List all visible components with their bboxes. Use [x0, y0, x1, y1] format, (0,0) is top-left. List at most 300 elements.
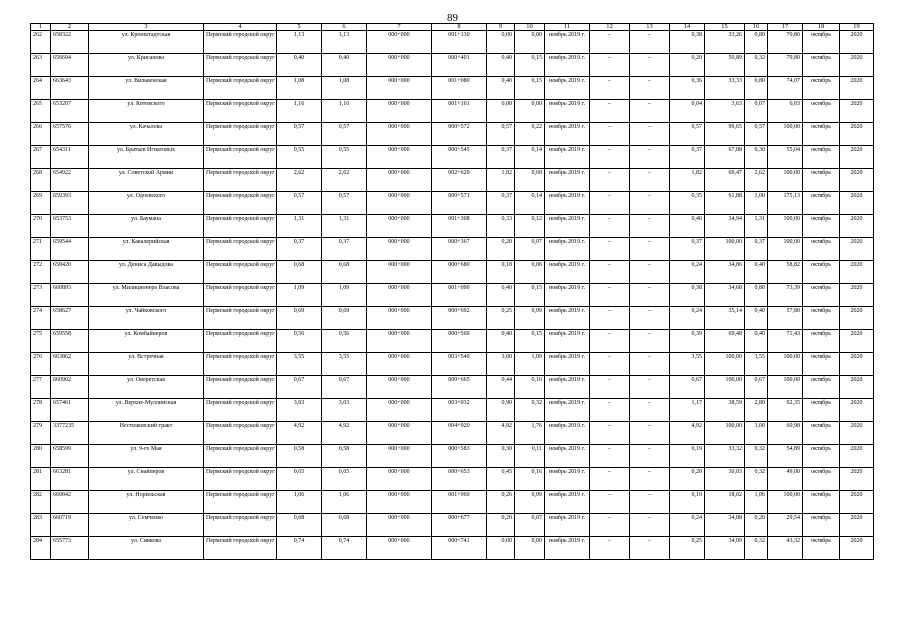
value-col-10-cell: 0,09: [515, 491, 545, 514]
column-header: 4: [204, 24, 277, 31]
value-col-14-cell: 0,37: [670, 146, 705, 169]
owner-cell: Пермский городской округ: [204, 330, 277, 353]
value-col-14-cell: 0,37: [670, 238, 705, 261]
dash-col-13-cell: –: [630, 514, 670, 537]
road-id-cell: 657576: [51, 123, 89, 146]
length-section-cell: 0,67: [322, 376, 367, 399]
value-col-9-cell: 0,40: [487, 54, 515, 77]
start-km-cell: 000+000: [367, 491, 432, 514]
length-total-cell: 0,68: [277, 261, 322, 284]
dash-col-12-cell: –: [590, 445, 630, 468]
road-id-cell: 660893: [51, 284, 89, 307]
road-name-cell: ул. Кавалерийская: [89, 238, 204, 261]
value-col-16-cell: 0,57: [745, 123, 768, 146]
owner-cell: Пермский городской округ: [204, 146, 277, 169]
column-header: 15: [705, 24, 745, 31]
table-row: [31, 146, 874, 169]
table-row: [31, 399, 874, 422]
value-col-10-cell: 0,00: [515, 100, 545, 123]
value-col-14-cell: 0,24: [670, 307, 705, 330]
end-km-cell: 000+571: [432, 192, 487, 215]
value-col-10-cell: 1,09: [515, 353, 545, 376]
year-col-19-cell: 2020: [840, 100, 874, 123]
value-col-10-cell: 0,11: [515, 445, 545, 468]
value-col-10-cell: 0,14: [515, 146, 545, 169]
end-km-cell: 001+060: [432, 491, 487, 514]
road-id-cell: 654922: [51, 169, 89, 192]
value-col-9-cell: 0,00: [487, 31, 515, 54]
end-km-cell: 001+090: [432, 284, 487, 307]
table-row: [31, 54, 874, 77]
table-body: [31, 31, 874, 560]
road-name-cell: ул. Встречная: [89, 353, 204, 376]
road-name-cell: ул. 9-го Мая: [89, 445, 204, 468]
value-col-14-cell: 0,38: [670, 284, 705, 307]
row-number-cell: 280: [31, 445, 51, 468]
length-section-cell: 0,57: [322, 192, 367, 215]
end-km-cell: 000+572: [432, 123, 487, 146]
start-km-cell: 000+000: [367, 100, 432, 123]
dash-col-12-cell: –: [590, 491, 630, 514]
length-section-cell: 0,55: [322, 146, 367, 169]
road-name-cell: ул. Чайковского: [89, 307, 204, 330]
dash-col-12-cell: –: [590, 514, 630, 537]
dash-col-12-cell: –: [590, 307, 630, 330]
value-col-9-cell: 0,00: [487, 100, 515, 123]
table-row: [31, 261, 874, 284]
road-id-cell: 653207: [51, 100, 89, 123]
value-col-14-cell: 0,36: [670, 77, 705, 100]
value-col-10-cell: 0,14: [515, 192, 545, 215]
length-section-cell: 0,68: [322, 261, 367, 284]
value-col-10-cell: 0,07: [515, 238, 545, 261]
dash-col-13-cell: –: [630, 100, 670, 123]
percent-col-17-cell: 6,03: [768, 100, 803, 123]
end-km-cell: 001+308: [432, 215, 487, 238]
road-id-cell: 659393: [51, 192, 89, 215]
length-total-cell: 0,74: [277, 537, 322, 560]
month-col-18-cell: октябрь: [803, 261, 840, 284]
length-section-cell: 3,03: [322, 399, 367, 422]
percent-col-17-cell: 74,07: [768, 77, 803, 100]
percent-col-15-cell: 34,94: [705, 215, 745, 238]
value-col-10-cell: 0,16: [515, 376, 545, 399]
value-col-10-cell: 0,07: [515, 514, 545, 537]
date-col-11-cell: ноябрь 2019 г.: [545, 284, 590, 307]
date-col-11-cell: ноябрь 2019 г.: [545, 399, 590, 422]
owner-cell: Пермский городской округ: [204, 445, 277, 468]
value-col-9-cell: 4,92: [487, 422, 515, 445]
road-name-cell: ул. Милиционера Власова: [89, 284, 204, 307]
road-id-cell: 663862: [51, 353, 89, 376]
percent-col-15-cell: 33,26: [705, 31, 745, 54]
percent-col-15-cell: 34,09: [705, 537, 745, 560]
value-col-14-cell: 0,38: [670, 31, 705, 54]
header-row: [31, 24, 874, 31]
percent-col-17-cell: 100,00: [768, 238, 803, 261]
road-id-cell: 658322: [51, 31, 89, 54]
percent-col-17-cell: 71,43: [768, 330, 803, 353]
value-col-16-cell: 0,40: [745, 307, 768, 330]
end-km-cell: 000+560: [432, 330, 487, 353]
road-name-cell: ул. Крисанова: [89, 54, 204, 77]
road-id-cell: 658627: [51, 307, 89, 330]
percent-col-15-cell: 34,88: [705, 514, 745, 537]
length-section-cell: 0,69: [322, 307, 367, 330]
length-section-cell: 1,09: [322, 284, 367, 307]
table-row: [31, 514, 874, 537]
dash-col-12-cell: –: [590, 353, 630, 376]
length-total-cell: 0,57: [277, 192, 322, 215]
value-col-9-cell: 0,90: [487, 399, 515, 422]
table-row: [31, 468, 874, 491]
percent-col-17-cell: 100,00: [768, 353, 803, 376]
table-row: [31, 491, 874, 514]
end-km-cell: 000+545: [432, 146, 487, 169]
length-total-cell: 1,16: [277, 100, 322, 123]
date-col-11-cell: ноябрь 2019 г.: [545, 353, 590, 376]
month-col-18-cell: октябрь: [803, 330, 840, 353]
column-header: 16: [745, 24, 768, 31]
owner-cell: Пермский городской округ: [204, 284, 277, 307]
percent-col-17-cell: 100,00: [768, 376, 803, 399]
value-col-10-cell: 1,76: [515, 422, 545, 445]
value-col-9-cell: 0,33: [487, 215, 515, 238]
dash-col-13-cell: –: [630, 77, 670, 100]
length-total-cell: 0,58: [277, 445, 322, 468]
start-km-cell: 000+000: [367, 514, 432, 537]
road-name-cell: ул. Семченко: [89, 514, 204, 537]
start-km-cell: 000+000: [367, 468, 432, 491]
road-id-cell: 658599: [51, 445, 89, 468]
value-col-9-cell: 0,00: [487, 537, 515, 560]
year-col-19-cell: 2020: [840, 422, 874, 445]
table-row: [31, 238, 874, 261]
end-km-cell: 000+653: [432, 468, 487, 491]
value-col-16-cell: 0,07: [745, 100, 768, 123]
column-header: 6: [322, 24, 367, 31]
end-km-cell: 001+161: [432, 100, 487, 123]
table-row: [31, 192, 874, 215]
month-col-18-cell: октябрь: [803, 123, 840, 146]
value-col-10-cell: 0,15: [515, 77, 545, 100]
owner-cell: Пермский городской округ: [204, 376, 277, 399]
dash-col-13-cell: –: [630, 399, 670, 422]
length-section-cell: 0,74: [322, 537, 367, 560]
column-header: 5: [277, 24, 322, 31]
road-id-cell: 657461: [51, 399, 89, 422]
end-km-cell: 003+549: [432, 353, 487, 376]
year-col-19-cell: 2020: [840, 491, 874, 514]
month-col-18-cell: октябрь: [803, 399, 840, 422]
date-col-11-cell: ноябрь 2019 г.: [545, 192, 590, 215]
road-name-cell: ул. Вильвенская: [89, 77, 204, 100]
start-km-cell: 000+000: [367, 192, 432, 215]
start-km-cell: 000+000: [367, 284, 432, 307]
road-name-cell: ул. Одоевского: [89, 192, 204, 215]
value-col-16-cell: 0,80: [745, 284, 768, 307]
owner-cell: Пермский городской округ: [204, 422, 277, 445]
road-name-cell: ул. Сивкова: [89, 537, 204, 560]
dash-col-13-cell: –: [630, 146, 670, 169]
year-col-19-cell: 2020: [840, 192, 874, 215]
dash-col-12-cell: –: [590, 31, 630, 54]
value-col-14-cell: 0,20: [670, 468, 705, 491]
row-number-cell: 271: [31, 238, 51, 261]
dash-col-13-cell: –: [630, 422, 670, 445]
date-col-11-cell: ноябрь 2019 г.: [545, 422, 590, 445]
dash-col-12-cell: –: [590, 330, 630, 353]
table-row: [31, 284, 874, 307]
length-total-cell: 0,65: [277, 468, 322, 491]
dash-col-12-cell: –: [590, 376, 630, 399]
road-id-cell: 660842: [51, 491, 89, 514]
column-header: 1: [31, 24, 51, 31]
end-km-cell: 000+692: [432, 307, 487, 330]
year-col-19-cell: 2020: [840, 238, 874, 261]
dash-col-12-cell: –: [590, 146, 630, 169]
percent-col-17-cell: 57,80: [768, 307, 803, 330]
percent-col-15-cell: 100,00: [705, 238, 745, 261]
column-header: 19: [840, 24, 874, 31]
dash-col-13-cell: –: [630, 31, 670, 54]
year-col-19-cell: 2020: [840, 445, 874, 468]
percent-col-17-cell: 55,04: [768, 146, 803, 169]
year-col-19-cell: 2020: [840, 353, 874, 376]
length-total-cell: 0,55: [277, 146, 322, 169]
month-col-18-cell: октябрь: [803, 146, 840, 169]
owner-cell: Пермский городской округ: [204, 238, 277, 261]
percent-col-15-cell: 100,00: [705, 422, 745, 445]
month-col-18-cell: октябрь: [803, 376, 840, 399]
road-name-cell: ул. Снайперов: [89, 468, 204, 491]
value-col-14-cell: 1,82: [670, 169, 705, 192]
length-total-cell: 0,40: [277, 54, 322, 77]
length-total-cell: 0,56: [277, 330, 322, 353]
date-col-11-cell: ноябрь 2019 г.: [545, 215, 590, 238]
length-section-cell: 1,06: [322, 491, 367, 514]
date-col-11-cell: ноябрь 2019 г.: [545, 169, 590, 192]
year-col-19-cell: 2020: [840, 54, 874, 77]
table-row: [31, 169, 874, 192]
dash-col-13-cell: –: [630, 169, 670, 192]
value-col-14-cell: 0,39: [670, 330, 705, 353]
month-col-18-cell: октябрь: [803, 215, 840, 238]
dash-col-13-cell: –: [630, 215, 670, 238]
value-col-16-cell: 0,80: [745, 31, 768, 54]
start-km-cell: 000+000: [367, 123, 432, 146]
percent-col-17-cell: 100,00: [768, 215, 803, 238]
percent-col-17-cell: 100,00: [768, 123, 803, 146]
road-name-cell: ул. Комбайнеров: [89, 330, 204, 353]
length-section-cell: 4,92: [322, 422, 367, 445]
length-total-cell: 0,68: [277, 514, 322, 537]
value-col-14-cell: 0,24: [670, 261, 705, 284]
row-number-cell: 267: [31, 146, 51, 169]
year-col-19-cell: 2020: [840, 330, 874, 353]
month-col-18-cell: октябрь: [803, 238, 840, 261]
length-total-cell: 1,31: [277, 215, 322, 238]
year-col-19-cell: 2020: [840, 261, 874, 284]
road-id-cell: 659544: [51, 238, 89, 261]
length-section-cell: 1,16: [322, 100, 367, 123]
value-col-14-cell: 1,17: [670, 399, 705, 422]
start-km-cell: 000+000: [367, 353, 432, 376]
owner-cell: Пермский городской округ: [204, 537, 277, 560]
percent-col-15-cell: 34,68: [705, 284, 745, 307]
percent-col-17-cell: 49,00: [768, 468, 803, 491]
row-number-cell: 273: [31, 284, 51, 307]
owner-cell: Пермский городской округ: [204, 192, 277, 215]
value-col-9-cell: 1,82: [487, 169, 515, 192]
month-col-18-cell: октябрь: [803, 54, 840, 77]
road-name-cell: ул. Котовского: [89, 100, 204, 123]
row-number-cell: 262: [31, 31, 51, 54]
month-col-18-cell: октябрь: [803, 169, 840, 192]
row-number-cell: 264: [31, 77, 51, 100]
year-col-19-cell: 2020: [840, 468, 874, 491]
value-col-14-cell: 0,35: [670, 192, 705, 215]
road-name-cell: ул. Кронштадтская: [89, 31, 204, 54]
year-col-19-cell: 2020: [840, 146, 874, 169]
year-col-19-cell: 2020: [840, 307, 874, 330]
start-km-cell: 000+000: [367, 422, 432, 445]
percent-col-17-cell: 29,54: [768, 514, 803, 537]
value-col-14-cell: 0,57: [670, 123, 705, 146]
owner-cell: Пермский городской округ: [204, 491, 277, 514]
value-col-9-cell: 0,45: [487, 468, 515, 491]
table-row: [31, 445, 874, 468]
road-name-cell: ул. Братьев Игнатовых: [89, 146, 204, 169]
dash-col-13-cell: –: [630, 192, 670, 215]
dash-col-12-cell: –: [590, 399, 630, 422]
start-km-cell: 000+000: [367, 146, 432, 169]
value-col-9-cell: 0,40: [487, 330, 515, 353]
value-col-16-cell: 0,30: [745, 146, 768, 169]
value-col-9-cell: 0,25: [487, 307, 515, 330]
dash-col-13-cell: –: [630, 261, 670, 284]
value-col-9-cell: 0,40: [487, 77, 515, 100]
value-col-16-cell: 0,32: [745, 468, 768, 491]
end-km-cell: 002+620: [432, 169, 487, 192]
start-km-cell: 000+000: [367, 445, 432, 468]
length-total-cell: 4,92: [277, 422, 322, 445]
percent-col-15-cell: 3,63: [705, 100, 745, 123]
end-km-cell: 000+665: [432, 376, 487, 399]
value-col-9-cell: 0,30: [487, 445, 515, 468]
date-col-11-cell: ноябрь 2019 г.: [545, 491, 590, 514]
value-col-16-cell: 0,32: [745, 537, 768, 560]
value-col-16-cell: 0,20: [745, 514, 768, 537]
start-km-cell: 000+000: [367, 77, 432, 100]
percent-col-17-cell: 70,80: [768, 31, 803, 54]
road-name-cell: ул. Советской Армии: [89, 169, 204, 192]
road-id-cell: 658420: [51, 261, 89, 284]
percent-col-17-cell: 100,00: [768, 491, 803, 514]
value-col-16-cell: 0,37: [745, 238, 768, 261]
table-row: [31, 307, 874, 330]
percent-col-15-cell: 35,14: [705, 307, 745, 330]
dash-col-12-cell: –: [590, 238, 630, 261]
road-name-cell: Нестюковский тракт: [89, 422, 204, 445]
dash-col-12-cell: –: [590, 537, 630, 560]
date-col-11-cell: ноябрь 2019 г.: [545, 100, 590, 123]
month-col-18-cell: октябрь: [803, 491, 840, 514]
end-km-cell: 004+920: [432, 422, 487, 445]
value-col-10-cell: 0,06: [515, 261, 545, 284]
dash-col-12-cell: –: [590, 468, 630, 491]
dash-col-13-cell: –: [630, 353, 670, 376]
length-total-cell: 0,67: [277, 376, 322, 399]
length-total-cell: 0,57: [277, 123, 322, 146]
value-col-10-cell: 0,22: [515, 123, 545, 146]
date-col-11-cell: ноябрь 2019 г.: [545, 537, 590, 560]
month-col-18-cell: октябрь: [803, 100, 840, 123]
month-col-18-cell: октябрь: [803, 307, 840, 330]
start-km-cell: 000+000: [367, 376, 432, 399]
row-number-cell: 277: [31, 376, 51, 399]
row-number-cell: 279: [31, 422, 51, 445]
percent-col-17-cell: 92,35: [768, 399, 803, 422]
date-col-11-cell: ноябрь 2019 г.: [545, 54, 590, 77]
value-col-9-cell: 0,26: [487, 491, 515, 514]
road-id-cell: 660902: [51, 376, 89, 399]
row-number-cell: 268: [31, 169, 51, 192]
date-col-11-cell: ноябрь 2019 г.: [545, 238, 590, 261]
end-km-cell: 000+677: [432, 514, 487, 537]
table-row: [31, 330, 874, 353]
length-section-cell: 1,08: [322, 77, 367, 100]
length-total-cell: 3,55: [277, 353, 322, 376]
column-header: 7: [367, 24, 432, 31]
percent-col-17-cell: 73,39: [768, 284, 803, 307]
road-id-cell: 663281: [51, 468, 89, 491]
road-name-cell: ул. Качалова: [89, 123, 204, 146]
value-col-16-cell: 0,67: [745, 376, 768, 399]
percent-col-17-cell: 100,00: [768, 169, 803, 192]
owner-cell: Пермский городской округ: [204, 123, 277, 146]
road-name-cell: ул. Дениса Давыдова: [89, 261, 204, 284]
length-total-cell: 0,37: [277, 238, 322, 261]
year-col-19-cell: 2020: [840, 284, 874, 307]
year-col-19-cell: 2020: [840, 399, 874, 422]
month-col-18-cell: октябрь: [803, 422, 840, 445]
column-header: 8: [432, 24, 487, 31]
value-col-10-cell: 0,12: [515, 215, 545, 238]
length-total-cell: 1,13: [277, 31, 322, 54]
value-col-14-cell: 3,55: [670, 353, 705, 376]
row-number-cell: 278: [31, 399, 51, 422]
end-km-cell: 000+367: [432, 238, 487, 261]
dash-col-13-cell: –: [630, 445, 670, 468]
date-col-11-cell: ноябрь 2019 г.: [545, 77, 590, 100]
table-row: [31, 123, 874, 146]
length-section-cell: 3,55: [322, 353, 367, 376]
percent-col-15-cell: 100,00: [705, 353, 745, 376]
percent-col-15-cell: 33,33: [705, 77, 745, 100]
percent-col-15-cell: 50,89: [705, 54, 745, 77]
value-col-9-cell: 0,20: [487, 514, 515, 537]
length-section-cell: 0,65: [322, 468, 367, 491]
dash-col-12-cell: –: [590, 192, 630, 215]
percent-col-15-cell: 69,47: [705, 169, 745, 192]
start-km-cell: 000+000: [367, 399, 432, 422]
value-col-9-cell: 0,20: [487, 238, 515, 261]
value-col-16-cell: 0,32: [745, 445, 768, 468]
month-col-18-cell: октябрь: [803, 353, 840, 376]
date-col-11-cell: ноябрь 2019 г.: [545, 330, 590, 353]
page-number: 89: [447, 12, 458, 24]
